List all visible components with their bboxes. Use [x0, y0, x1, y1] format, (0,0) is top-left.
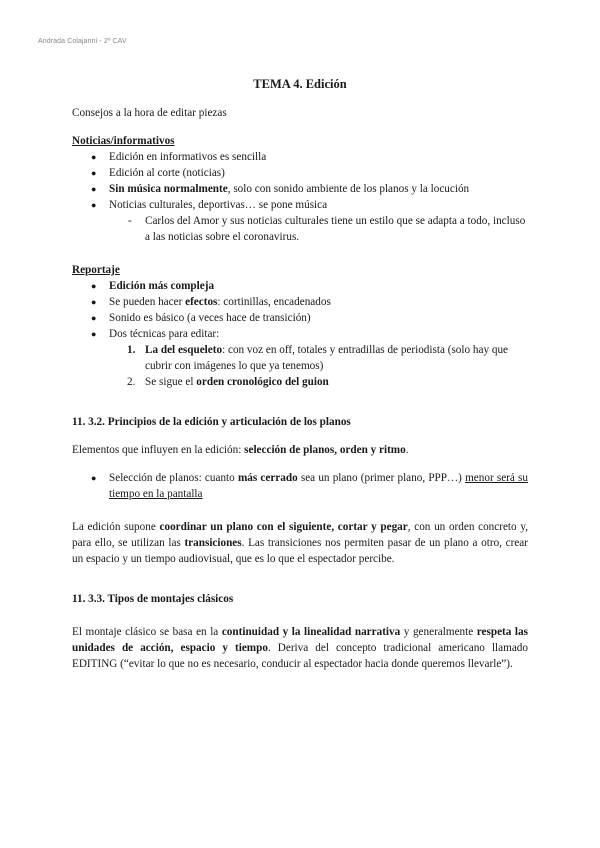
bullet-icon: ●	[91, 329, 97, 339]
dash-icon: -	[128, 215, 132, 227]
paragraph: La edición supone coordinar un plano con el siguiente, cortar y pegar, con un orden concreto y, para ello, se utilizan las transiciones. Las transiciones nos permiten pasar de un plano a otro, crear un espacio y un tiempo audiovisual, que es lo que el espectador percibe.	[72, 521, 528, 565]
bullet-icon: ●	[91, 168, 97, 178]
page-header: Andrada Colajanni - 2º CAV	[38, 38, 127, 45]
numbered-item: 2. Se sigue el orden cronológico del guion	[127, 376, 329, 388]
bullet-icon: ●	[91, 152, 97, 162]
paragraph: El montaje clásico se basa en la continuidad y la linealidad narrativa y generalmente respeta las unidades de acción, espacio y tiempo. Deriva del concepto tradicional americano llamado EDITING (“evitar lo que no es necesario, conducir al espectador hacia donde queremos llevarle”).	[72, 626, 528, 670]
numbered-list	[109, 342, 528, 390]
principios-list	[72, 470, 528, 502]
section-heading-noticias: Noticias/informativos	[72, 135, 175, 147]
list-item: ● Edición en informativos es sencilla	[91, 151, 267, 163]
list-item: ● Sin música normalmente, solo con sonido ambiente de los planos y la locución	[91, 183, 470, 195]
numbered-item: 1. La del esqueleto: con voz en off, totales y entradillas de periodista (solo hay que cubrir con imágenes lo que ya tenemos)	[127, 344, 509, 372]
sub-list-item: - Carlos del Amor y sus noticias culturales tiene un estilo que se adapta a todo, incluso a las noticias sobre el coronavirus.	[128, 215, 526, 243]
bullet-icon: ●	[91, 281, 97, 291]
list-item: ● Noticias culturales, deportivas… se pone música - Carlos del Amor y sus noticias culturales tiene un estilo que se adapta a todo, incluso a las noticias sobre el coronavirus.	[109, 197, 528, 245]
bullet-icon: ●	[91, 184, 97, 194]
section-heading-montajes: 11. 3.3. Tipos de montajes clásicos	[72, 593, 234, 605]
bullet-icon: ●	[91, 297, 97, 307]
list-item: ● Edición más compleja	[91, 280, 215, 292]
sub-list	[109, 213, 528, 245]
section-heading-principios: 11. 3.2. Principios de la edición y articulación de los planos	[72, 416, 351, 428]
bullet-icon: ●	[91, 313, 97, 323]
section-heading-reportaje: Reportaje	[72, 264, 120, 276]
list-item: ● Se pueden hacer efectos: cortinillas, encadenados	[91, 296, 331, 308]
noticias-list	[72, 149, 528, 245]
reportaje-list	[72, 278, 528, 390]
list-item: ● Selección de planos: cuanto más cerrado sea un plano (primer plano, PPP…) menor será su tiempo en la pantalla	[91, 472, 529, 500]
list-item: ● Edición al corte (noticias)	[91, 167, 225, 179]
list-item: ● Sonido es básico (a veces hace de transición)	[91, 312, 311, 324]
bullet-icon: ●	[91, 200, 97, 210]
list-item: ● Dos técnicas para editar: 1. La del esqueleto: con voz en off, totales y entradillas de periodista (solo hay que cubrir con imágenes lo que ya tenemos) 2. Se sigue el orden cronológico del guion	[109, 326, 528, 390]
intro-text: Consejos a la hora de editar piezas	[72, 107, 227, 119]
page-title: TEMA 4. Edición	[253, 77, 347, 91]
bullet-icon: ●	[91, 473, 97, 483]
paragraph: Elementos que influyen en la edición: selección de planos, orden y ritmo.	[72, 444, 409, 456]
document-body	[72, 76, 528, 672]
